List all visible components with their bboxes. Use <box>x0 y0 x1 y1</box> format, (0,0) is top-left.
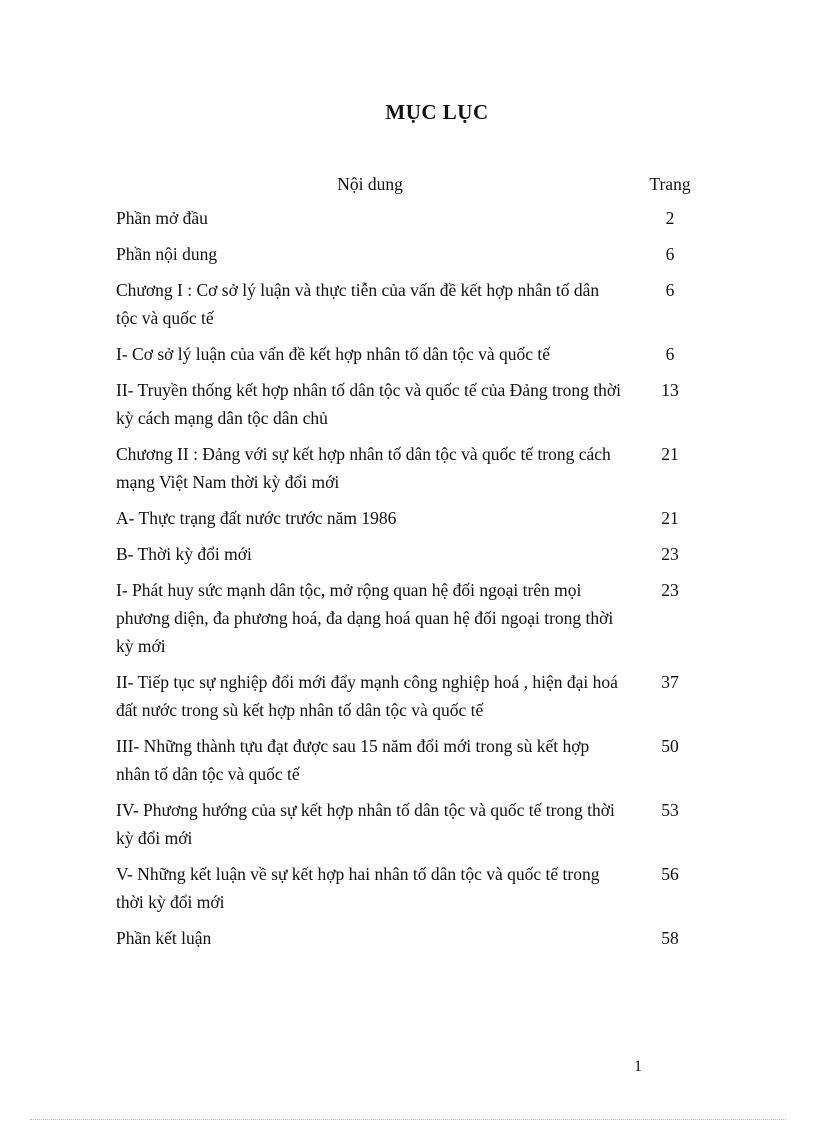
entry-text: A- Thực trạng đất nước trước năm 1986 <box>116 508 397 528</box>
toc-entry-b-muc-2[interactable] <box>116 668 716 724</box>
toc-entry-chuong-2-b[interactable] <box>116 540 716 568</box>
entry-text: I- Cơ sở lý luận của vấn đề kết hợp nhân tố dân tộc và quốc tế <box>116 344 551 364</box>
entry-page: 6 <box>665 244 675 264</box>
entry-page: 37 <box>661 672 679 692</box>
toc-entry-b-muc-4[interactable] <box>116 796 716 852</box>
entry-text: Phần nội dung <box>116 244 218 264</box>
entry-page: 53 <box>661 800 679 820</box>
toc-entry-chuong-1-muc-2[interactable] <box>116 376 716 432</box>
toc-entry-ket-luan[interactable] <box>116 924 716 952</box>
toc-entry-b-muc-5[interactable] <box>116 860 716 916</box>
entry-text: IV- Phương hướng của sự kết hợp nhân tố dân tộc và quốc tế trong thời kỳ đổi mới <box>116 800 615 848</box>
entry-page: 50 <box>661 736 679 756</box>
entry-text: II- Tiếp tục sự nghiệp đổi mới đẩy mạnh công nghiệp hoá , hiện đại hoá đất nước trong sù kết hợp nhân tố dân tộc và quốc tế <box>116 672 618 720</box>
entry-page: 21 <box>661 444 679 464</box>
toc-entry-noi-dung[interactable] <box>116 240 716 268</box>
toc-entry-mo-dau[interactable] <box>116 204 716 232</box>
entry-page: 2 <box>665 208 675 228</box>
toc-entry-chuong-2-a[interactable] <box>116 504 716 532</box>
page-title: MỤC LỤC <box>385 100 489 124</box>
toc-entry-chuong-1[interactable] <box>116 276 716 332</box>
entry-text: Phần mở đầu <box>116 208 208 228</box>
header-page-label: Trang <box>649 174 691 194</box>
toc-entry-chuong-2[interactable] <box>116 440 716 496</box>
page-bottom-divider <box>30 1119 786 1120</box>
toc-entry-chuong-1-muc-1[interactable] <box>116 340 716 368</box>
entry-text: Chương II : Đảng với sự kết hợp nhân tố dân tộc và quốc tế trong cách mạng Việt Nam thời kỳ đổi mới <box>116 444 611 492</box>
entry-page: 21 <box>661 508 679 528</box>
entry-page: 6 <box>665 344 675 364</box>
entry-text: B- Thời kỳ đổi mới <box>116 544 252 564</box>
toc-entry-b-muc-3[interactable] <box>116 732 716 788</box>
entry-text: Phần kết luận <box>116 928 212 948</box>
entry-page: 13 <box>661 380 679 400</box>
toc-header <box>116 174 716 204</box>
page-number: 1 <box>634 1058 642 1075</box>
header-content-label: Nội dung <box>337 174 403 194</box>
entry-text: II- Truyền thống kết hợp nhân tố dân tộc và quốc tế của Đảng trong thời kỳ cách mạng dân tộc dân chủ <box>116 380 622 428</box>
toc-entry-b-muc-1[interactable] <box>116 576 716 660</box>
entry-page: 23 <box>661 580 679 600</box>
entry-text: Chương I : Cơ sở lý luận và thực tiễn của vấn đề kết hợp nhân tố dân tộc và quốc tế <box>116 280 600 328</box>
entry-page: 58 <box>661 928 679 948</box>
entry-page: 23 <box>661 544 679 564</box>
entry-page: 56 <box>661 864 679 884</box>
entry-page: 6 <box>665 280 675 300</box>
entry-text: I- Phát huy sức mạnh dân tộc, mở rộng quan hệ đối ngoại trên mọi phương diện, đa phương hoá, đa dạng hoá quan hệ đối ngoại trong thời kỳ mới <box>116 580 614 656</box>
table-of-contents <box>116 174 716 952</box>
entry-text: III- Những thành tựu đạt được sau 15 năm đổi mới trong sù kết hợp nhân tố dân tộc và quốc tế <box>116 736 590 784</box>
entry-text: V- Những kết luận về sự kết hợp hai nhân tố dân tộc và quốc tế trong thời kỳ đổi mới <box>116 864 600 912</box>
